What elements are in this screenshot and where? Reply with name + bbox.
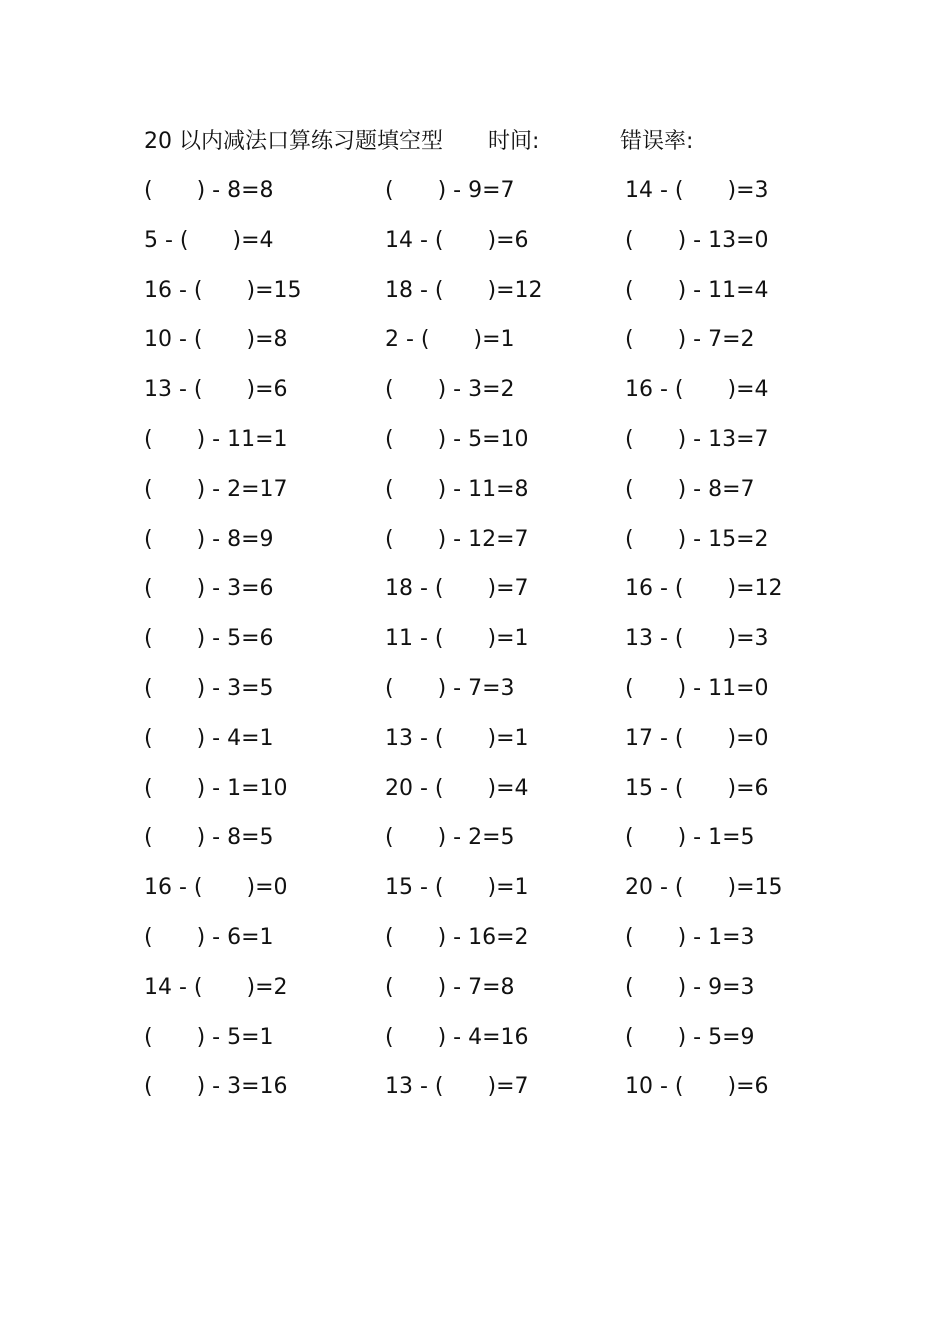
subtraction-problem: ( ) - 1=3: [625, 924, 755, 950]
subtraction-problem: ( ) - 16=2: [385, 924, 529, 950]
problem-row: [0, 768, 950, 818]
error-rate-label: 错误率:: [620, 129, 694, 154]
subtraction-problem: ( ) - 3=16: [144, 1074, 288, 1100]
subtraction-problem: ( ) - 1=10: [144, 775, 288, 801]
subtraction-problem: ( ) - 8=5: [144, 825, 274, 851]
problem-row: [0, 220, 950, 270]
subtraction-problem: 16 - ( )=12: [625, 576, 783, 602]
subtraction-problem: 10 - ( )=6: [625, 1074, 769, 1100]
problem-row: [0, 170, 950, 220]
subtraction-problem: ( ) - 11=4: [625, 277, 769, 303]
subtraction-problem: 16 - ( )=4: [625, 377, 769, 403]
problem-row: [0, 270, 950, 320]
subtraction-problem: 13 - ( )=6: [144, 377, 288, 403]
subtraction-problem: ( ) - 13=7: [625, 426, 769, 452]
problem-row: [0, 568, 950, 618]
subtraction-problem: ( ) - 13=0: [625, 227, 769, 253]
subtraction-problem: 20 - ( )=15: [625, 875, 783, 901]
subtraction-problem: ( ) - 9=7: [385, 178, 515, 203]
subtraction-problem: ( ) - 9=3: [625, 974, 755, 1000]
subtraction-problem: ( ) - 8=9: [144, 526, 274, 552]
subtraction-problem: ( ) - 7=3: [385, 675, 515, 701]
problem-row: [0, 917, 950, 967]
subtraction-problem: 13 - ( )=1: [385, 725, 529, 751]
subtraction-problem: 2 - ( )=1: [385, 327, 515, 353]
subtraction-problem: ( ) - 5=10: [385, 426, 529, 452]
problem-row: [0, 967, 950, 1017]
problem-row: [0, 519, 950, 569]
problem-row: [0, 817, 950, 867]
subtraction-problem: 15 - ( )=1: [385, 875, 529, 901]
worksheet-title: 20 以内减法口算练习题填空型: [144, 129, 443, 154]
subtraction-problem: 5 - ( )=4: [144, 227, 274, 253]
subtraction-problem: 14 - ( )=3: [625, 178, 769, 203]
subtraction-problem: ( ) - 3=6: [144, 576, 274, 602]
time-label: 时间:: [488, 129, 540, 154]
subtraction-problem: ( ) - 15=2: [625, 526, 769, 552]
problem-row: [0, 618, 950, 668]
subtraction-problem: ( ) - 7=2: [625, 327, 755, 353]
problem-row: [0, 319, 950, 369]
problem-row: [0, 369, 950, 419]
subtraction-problem: ( ) - 4=1: [144, 725, 274, 751]
subtraction-problem: 13 - ( )=3: [625, 626, 769, 652]
subtraction-problem: ( ) - 8=8: [144, 178, 274, 203]
subtraction-problem: 16 - ( )=0: [144, 875, 288, 901]
subtraction-problem: ( ) - 11=0: [625, 675, 769, 701]
problem-row: [0, 867, 950, 917]
subtraction-problem: 16 - ( )=15: [144, 277, 302, 303]
subtraction-problem: 10 - ( )=8: [144, 327, 288, 353]
subtraction-problem: ( ) - 5=9: [625, 1024, 755, 1050]
subtraction-problem: ( ) - 11=1: [144, 426, 288, 452]
subtraction-problem: ( ) - 8=7: [625, 476, 755, 502]
subtraction-problem: ( ) - 2=5: [385, 825, 515, 851]
worksheet-header: [0, 124, 950, 160]
problem-row: [0, 469, 950, 519]
subtraction-problem: ( ) - 5=1: [144, 1024, 274, 1050]
subtraction-problem: ( ) - 1=5: [625, 825, 755, 851]
problem-row: [0, 1066, 950, 1116]
problem-row: [0, 718, 950, 768]
subtraction-problem: 20 - ( )=4: [385, 775, 529, 801]
subtraction-problem: 14 - ( )=6: [385, 227, 529, 253]
subtraction-problem: 15 - ( )=6: [625, 775, 769, 801]
subtraction-problem: 14 - ( )=2: [144, 974, 288, 1000]
subtraction-problem: ( ) - 12=7: [385, 526, 529, 552]
subtraction-problem: ( ) - 2=17: [144, 476, 288, 502]
subtraction-problem: ( ) - 6=1: [144, 924, 274, 950]
problem-row: [0, 1017, 950, 1067]
subtraction-problem: ( ) - 3=5: [144, 675, 274, 701]
subtraction-problem: ( ) - 3=2: [385, 377, 515, 403]
subtraction-problem: 13 - ( )=7: [385, 1074, 529, 1100]
problem-row: [0, 668, 950, 718]
problem-row: [0, 419, 950, 469]
subtraction-problem: 18 - ( )=7: [385, 576, 529, 602]
subtraction-problem: 18 - ( )=12: [385, 277, 543, 303]
problem-grid: [0, 170, 950, 1116]
subtraction-problem: 17 - ( )=0: [625, 725, 769, 751]
subtraction-problem: ( ) - 7=8: [385, 974, 515, 1000]
subtraction-problem: ( ) - 5=6: [144, 626, 274, 652]
subtraction-problem: ( ) - 4=16: [385, 1024, 529, 1050]
subtraction-problem: 11 - ( )=1: [385, 626, 529, 652]
subtraction-problem: ( ) - 11=8: [385, 476, 529, 502]
